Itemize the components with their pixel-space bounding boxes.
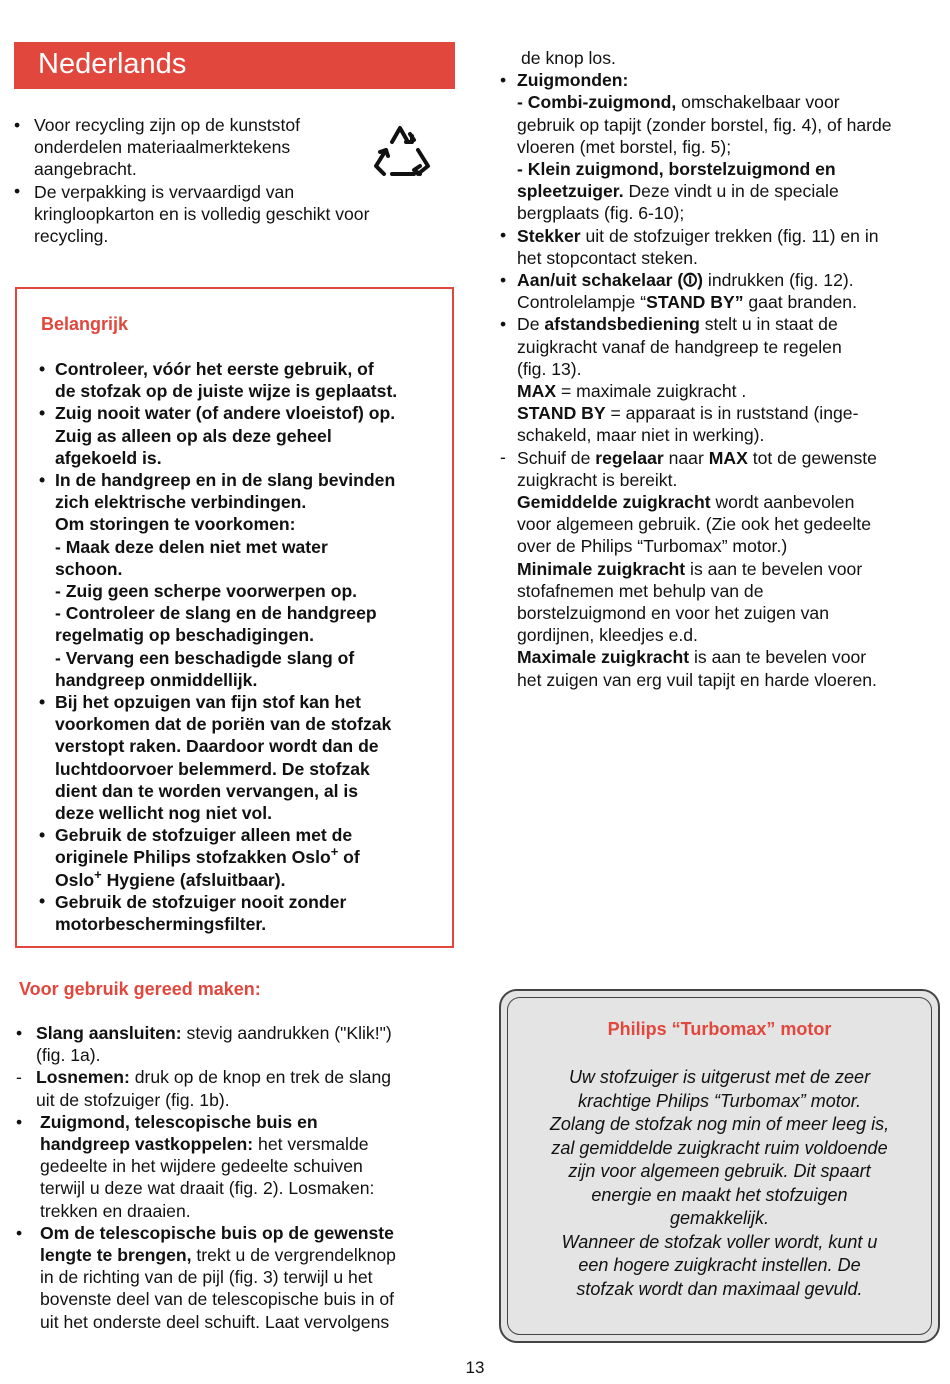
text-line: zich elektrische verbindingen. [55, 492, 307, 513]
text-line: Zuig as alleen op als deze geheel [55, 425, 332, 446]
text-line: luchtdoorvoer belemmerd. De stofzak [55, 758, 370, 779]
text-line: - Zuig geen scherpe voorwerpen op. [55, 581, 358, 602]
text-line: - Controleer de slang en de handgreep [55, 603, 377, 624]
text-line: - Vervang een beschadigde slang of [55, 647, 355, 668]
text-line: afgekoeld is. [55, 447, 162, 468]
text-line: motorbeschermingsfilter. [55, 914, 267, 935]
section-title: Nederlands [38, 48, 187, 80]
text-line: Bij het opzuigen van fijn stof kan het [55, 692, 361, 713]
text-line: deze wellicht nog niet vol. [55, 803, 273, 824]
page-number: 13 [465, 1358, 485, 1377]
section-header [14, 42, 455, 89]
text-line: Gebruik de stofzuiger alleen met de [55, 825, 353, 846]
text-line: voorkomen dat de poriën van de stofzak [55, 714, 392, 735]
turbomax-text: Uw stofzuiger is uitgerust met de zeer krachtige Philips “Turbomax” motor. Zolang de stofzak nog min of meer leeg is, zal gemiddelde zuigkracht ruim voldoende zijn voor algemeen gebruik. Dit spaart energie en maakt het stofzuigen gemakkelijk. Wanneer de stofzak voller wordt, kunt u een hogere zuigkracht instellen. De stofzak wordt dan maximaal gevuld. [549, 1067, 890, 1299]
text-line: - Maak deze delen niet met water [55, 536, 328, 557]
recycle-icon [370, 122, 434, 182]
text-line: Gebruik de stofzuiger nooit zonder [55, 891, 347, 912]
important-list: • • • • • • Controleer, vóór het eerste gebruik, of de stofzak op de juiste wijze is geplaatst. Zuig nooit water (of andere vloeistof) op. Zuig as alleen op als deze geheel afgekoeld is. In de handgreep en in de slang bevinden zich elektrische verbindingen. Om storingen te voorkomen: - Maak deze delen niet met water schoon. - Zuig geen scherpe voorwerpen op. - Controleer de slang en de handgreep regelmatig op beschadigingen. - Vervang een beschadigde slang of handgreep onmiddellijk. Bij het opzuigen van fijn stof kan het voorkomen dat de poriën van de stofzak verstopt raken. Daardoor wordt dan de luchtdoorvoer belemmerd. De stofzak dient dan te worden vervangen, al is deze wellicht nog niet vol. Gebruik de stofzuiger alleen met de originele Philips stofzakken Oslo+ of Oslo+ Hygiene (afsluitbaar). Gebruik de stofzuiger nooit zonder motorbeschermingsfilter. [39, 358, 449, 935]
right-column: • • • • - de knop los. Zuigmonden: - Combi-zuigmond, omschakelbaar voor gebruik op tapijt (zonder borstel, fig. 4), of harde vloeren (met borstel, fig. 5); - Klein zuigmond, borstelzuigmond en spleetzuiger. Deze vindt u in de speciale bergplaats (fig. 6-10); Stekker uit de stofzuiger trekken (fig. 11) en in het stopcontact steken. Aan/uit schakelaar (⏼) indrukken (fig. 12). Controlelampje “STAND BY” gaat branden. De afstandsbediening stelt u in staat de zuigkracht vanaf de handgreep te regelen (fig. 13). MAX = maximale zuigkracht . STAND BY = apparaat is in ruststand (inge- schakeld, maar niet in werking). Schuif de regelaar naar MAX tot de gewenste zuigkracht is bereikt. Gemiddelde zuigkracht wordt aanbevolen voor algemeen gebruik. (Zie ook het gedeelte over de Philips “Turbomax” motor.) Minimale zuigkracht is aan te bevelen voor stofafnemen met behulp van de borstelzuigmond en voor het zuigen van gordijnen, kleedjes e.d. Maximale zuigkracht is aan te bevelen voor het zuigen van erg vuil tapijt en harde vloeren. [500, 48, 892, 690]
text-line: In de handgreep en in de slang bevinden [55, 470, 396, 491]
text-line: schoon. [55, 558, 123, 579]
text-line: regelmatig op beschadigingen. [55, 625, 315, 646]
text-line: Zuig nooit water (of andere vloeistof) op. [55, 403, 396, 424]
text-line: Oslo+ Hygiene (afsluitbaar). [55, 866, 286, 890]
text-line: dient dan te worden vervangen, al is [55, 780, 359, 801]
text-line: originele Philips stofzakken Oslo+ of [55, 844, 360, 868]
important-title: Belangrijk [41, 314, 129, 334]
text-line: handgreep onmiddellijk. [55, 669, 258, 690]
text-line: de stofzak op de juiste wijze is geplaatst. [55, 381, 398, 402]
turbomax-title: Philips “Turbomax” motor [607, 1019, 832, 1039]
intro-block: • Voor recycling zijn op de kunststof onderdelen materiaalmerktekens aangebracht. • De verpakking is vervaardigd van kringloopkarton en is volledig geschikt voor recycling. [14, 115, 370, 247]
text-line: Om storingen te voorkomen: [55, 514, 296, 535]
text-line: Controleer, vóór het eerste gebruik, of [55, 359, 374, 379]
power-icon: ⏼ [683, 270, 698, 291]
prep-list: • - • • Slang aansluiten: stevig aandrukken ("Klik!") (fig. 1a). Losnemen: druk op de knop en trek de slang uit de stofzuiger (fig. 1b). Zuigmond, telescopische buis en handgreep vastkoppelen: het versmalde gedeelte in het wijdere gedeelte schuiven terwijl u deze wat draait (fig. 2). Losmaken: trekken en draaien. Om de telescopische buis op de gewenste lengte te brengen, trekt u de vergrendelknop in de richting van de pijl (fig. 3) terwijl u het bovenste deel van de telescopische buis in of uit het onderste deel schuift. Laat vervolgens [16, 1023, 396, 1332]
text-line: verstopt raken. Daardoor wordt dan de [55, 736, 379, 757]
prep-title: Voor gebruik gereed maken: [19, 979, 261, 999]
